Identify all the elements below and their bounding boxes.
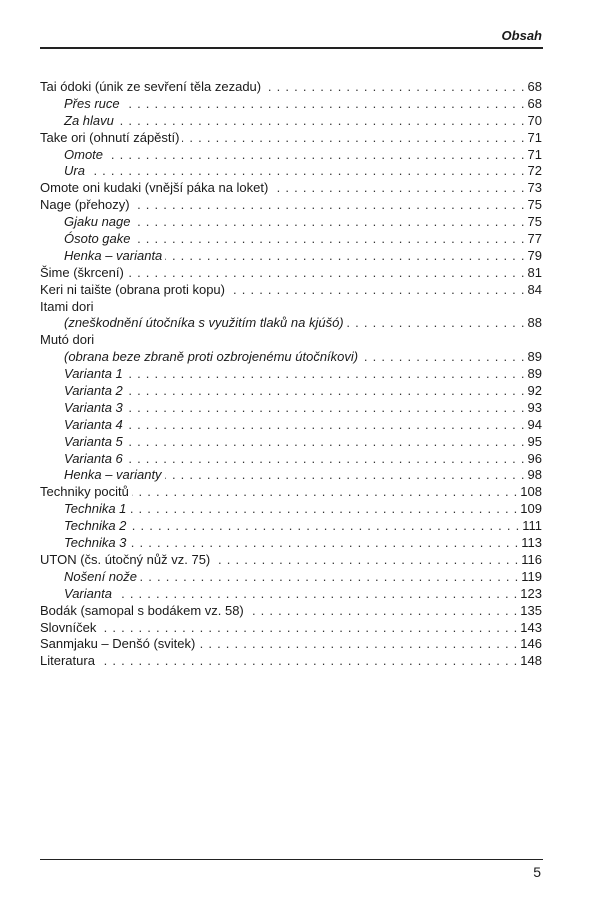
toc-entry[interactable] — [40, 451, 542, 468]
toc-entry[interactable] — [40, 214, 542, 231]
dot-leader — [106, 147, 525, 164]
toc-entry-label: Omote — [64, 146, 104, 162]
dot-leader — [247, 603, 518, 620]
toc-entry-label: Technika 1 — [64, 501, 127, 517]
toc-entry-page: 146 — [520, 636, 542, 652]
toc-entry[interactable] — [40, 79, 542, 96]
toc-entry-page: 81 — [527, 264, 542, 280]
dot-leader — [182, 130, 524, 147]
toc-entry[interactable] — [40, 349, 542, 366]
toc-entry[interactable] — [40, 113, 542, 130]
dot-leader — [117, 113, 525, 130]
dot-leader — [198, 636, 517, 653]
dot-leader — [123, 96, 525, 113]
toc-entry-label: Itami dori — [40, 298, 94, 314]
toc-entry[interactable] — [40, 518, 542, 535]
footer-rule — [40, 859, 543, 860]
dot-leader — [361, 349, 524, 366]
toc-entry-page: 77 — [527, 231, 542, 247]
toc-entry-page: 98 — [527, 467, 542, 483]
toc-entry[interactable] — [40, 569, 542, 586]
toc-entry-label: Varianta 1 — [64, 366, 123, 382]
toc-entry-label: Omote oni kudaki (vnější páka na loket) — [40, 180, 269, 196]
toc-entry-page: 71 — [527, 146, 542, 162]
page-number: 5 — [533, 864, 541, 880]
toc-entry-label: Sanmjaku – Denšó (svitek) — [40, 636, 196, 652]
toc-entry[interactable] — [40, 467, 542, 484]
toc-entry-page: 135 — [520, 602, 542, 618]
dot-leader — [140, 569, 518, 586]
toc-entry-label: Varianta 6 — [64, 450, 123, 466]
toc-entry-page: 73 — [527, 180, 542, 196]
toc-entry-label: Gjaku nage — [64, 214, 131, 230]
toc-entry-label: Mutó dori — [40, 332, 95, 348]
toc-entry-label: Henka – varianty — [64, 467, 162, 483]
toc-entry-label: Za hlavu — [64, 112, 114, 128]
dot-leader — [88, 163, 525, 180]
toc-entry-label: Tai ódoki (únik ze sevření těla zezadu) — [40, 79, 262, 94]
toc-entry-page: 75 — [527, 197, 542, 213]
toc-entry-page: 113 — [521, 535, 542, 551]
header-rule — [40, 47, 543, 49]
toc-entry-page: 93 — [527, 399, 542, 415]
toc-entry[interactable] — [40, 366, 542, 383]
toc-entry-page: 84 — [527, 281, 542, 297]
toc-entry[interactable] — [40, 636, 542, 653]
toc-entry-page: 143 — [520, 619, 542, 635]
dot-leader — [271, 180, 524, 197]
toc-entry-page: 68 — [527, 95, 542, 111]
toc-entry[interactable] — [40, 248, 542, 265]
toc-entry-label: Slovníček — [40, 619, 97, 635]
dot-leader — [126, 434, 525, 451]
toc-entry[interactable] — [40, 265, 542, 282]
dot-leader — [213, 552, 518, 569]
running-header-title: Obsah — [501, 28, 542, 43]
toc-entry[interactable] — [40, 620, 542, 637]
dot-leader — [126, 400, 525, 417]
toc-entry-label: Nošení nože — [64, 568, 137, 584]
toc-entry-page: 123 — [520, 585, 542, 601]
dot-leader — [126, 383, 525, 400]
toc-entry[interactable] — [40, 586, 542, 603]
toc-entry-label: Henka – varianta — [64, 247, 163, 263]
toc-entry-label: Techniky pocitů — [40, 484, 129, 500]
toc-entry[interactable] — [40, 282, 542, 299]
toc-entry[interactable] — [40, 147, 542, 164]
toc-entry-label: (zneškodnění útočníka s využitím tlaků na kjúšó) — [64, 315, 344, 331]
toc-entry-label: Technika 3 — [64, 535, 127, 551]
toc-entry-page: 119 — [521, 568, 542, 584]
dot-leader — [129, 535, 518, 552]
toc-entry[interactable] — [40, 299, 542, 316]
dot-leader — [126, 451, 525, 468]
toc-entry-label: Varianta 3 — [64, 399, 123, 415]
toc-entry-page: 75 — [527, 214, 542, 230]
dot-leader — [129, 518, 519, 535]
toc-entry[interactable] — [40, 501, 542, 518]
toc-entry-label: Varianta 2 — [64, 383, 123, 399]
toc-entry-label: Ósoto gake — [64, 231, 131, 247]
dot-leader — [127, 265, 525, 282]
toc-entry[interactable] — [40, 484, 542, 501]
toc-entry-page: 109 — [520, 501, 542, 517]
toc-entry-label: Ura — [64, 163, 85, 179]
toc-entry-label: Varianta 5 — [64, 433, 123, 449]
toc-entry[interactable] — [40, 332, 542, 349]
toc-entry-page: 148 — [520, 653, 542, 669]
toc-entry[interactable] — [40, 315, 542, 332]
dot-leader — [132, 484, 517, 501]
toc-entry-page: 88 — [527, 315, 542, 331]
toc-entry-label: Nage (přehozy) — [40, 197, 130, 213]
toc-entry-page: 111 — [522, 518, 542, 534]
toc-entry[interactable] — [40, 552, 542, 569]
toc-entry-label: UTON (čs. útočný nůž vz. 75) — [40, 551, 211, 567]
toc-entry-label: Literatura — [40, 653, 95, 669]
toc-entry-page: 89 — [527, 349, 542, 365]
toc-entry[interactable] — [40, 383, 542, 400]
toc-entry-label: Varianta — [64, 585, 112, 601]
toc-entry-label: Šime (škrcení) — [40, 264, 124, 280]
dot-leader — [134, 231, 525, 248]
toc-entry-label: Bodák (samopal s bodákem vz. 58) — [40, 602, 244, 618]
toc-entry-page: 96 — [527, 450, 542, 466]
toc-entry-page: 71 — [527, 129, 542, 145]
toc-entry[interactable] — [40, 434, 542, 451]
dot-leader — [264, 79, 524, 96]
toc-entry-page: 94 — [527, 416, 542, 432]
dot-leader — [126, 417, 525, 434]
toc-entry-label: Přes ruce — [64, 95, 120, 111]
dot-leader — [126, 366, 525, 383]
toc-entry[interactable] — [40, 197, 542, 214]
toc-entry[interactable] — [40, 231, 542, 248]
toc-entry-page: 70 — [527, 112, 542, 128]
toc-entry-label: Take ori (ohnutí zápěstí) — [40, 129, 180, 145]
toc-entry-page: 108 — [520, 484, 542, 500]
toc-entry[interactable] — [40, 180, 542, 197]
toc-entry-page: 68 — [527, 79, 542, 94]
toc-entry-page: 116 — [521, 551, 542, 567]
dot-leader — [347, 315, 525, 332]
toc-entry-page: 95 — [527, 433, 542, 449]
toc-entry[interactable] — [40, 603, 542, 620]
dot-leader — [134, 214, 525, 231]
toc-entry[interactable] — [40, 400, 542, 417]
dot-leader — [228, 282, 525, 299]
toc-entry-page: 92 — [527, 383, 542, 399]
toc-entry[interactable] — [40, 130, 542, 147]
toc-entry[interactable] — [40, 417, 542, 434]
toc-entry-page: 89 — [527, 366, 542, 382]
dot-leader — [98, 653, 517, 670]
toc-entry[interactable] — [40, 653, 542, 670]
dot-leader — [115, 586, 517, 603]
toc-entry-page: 72 — [527, 163, 542, 179]
toc-entry-label: Technika 2 — [64, 518, 127, 534]
toc-entry[interactable] — [40, 96, 542, 113]
dot-leader — [99, 620, 517, 637]
toc-entry[interactable] — [40, 163, 542, 180]
dot-leader — [165, 248, 524, 265]
table-of-contents — [40, 79, 542, 670]
dot-leader — [129, 501, 517, 518]
toc-entry-label: Varianta 4 — [64, 416, 123, 432]
dot-leader — [133, 197, 525, 214]
toc-entry-page: 79 — [527, 247, 542, 263]
toc-entry[interactable] — [40, 535, 542, 552]
toc-entry-label: Keri ni taište (obrana proti kopu) — [40, 281, 225, 297]
toc-entry-label: (obrana beze zbraně proti ozbrojenému útočníkovi) — [64, 349, 359, 365]
dot-leader — [165, 467, 525, 484]
